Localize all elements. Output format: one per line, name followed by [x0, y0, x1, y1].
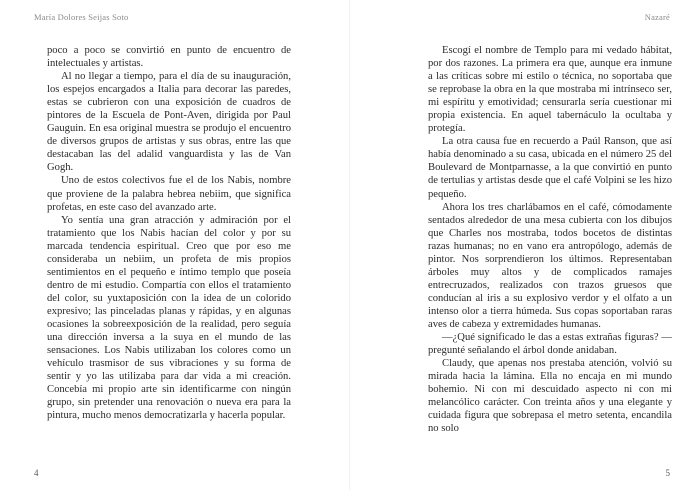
paragraph: Al no llegar a tiempo, para el día de su inauguración, los espejos encargados a Italia para decorar las paredes, estas se cubrieron con una exposición de cuadros de pintores de la Escuela de Pont-Aven, dirigida por Paul Gauguin. En esa original muestra se produjo el encuentro de diversos grupos de artistas y sus obras, entre las que destacaban las del adalid vanguardista y las de Van Gogh.: [47, 71, 291, 174]
paragraph: Ahora los tres charlábamos en el café, cómodamente sentados alrededor de una mesa cubierta con los dibujos que Charles nos mostraba, todos bocetos de distintas razas humanas; no en vano era antropólogo, además de pintor. Nos sorprendieron los últimos. Representaban árboles muy altos y de complicados ramajes entrecruzados, realizados con trazos gruesos que conducían al iris a su explosivo verdor y el olfato a un intenso olor a tierra húmeda. Sus copas soportaban raras aves de cabeza y extremidades humanas.: [428, 201, 672, 330]
paragraph: Uno de estos colectivos fue el de los Nabis, nombre que proviene de la palabra hebrea nebiim, que significa profetas, en este caso del avanzado arte.: [47, 175, 291, 213]
right-page: [350, 0, 700, 490]
right-page-body: [428, 44, 672, 435]
page-number: 4: [34, 468, 39, 478]
paragraph: La otra causa fue en recuerdo a Paúl Ranson, que así había denominado a su casa, ubicada en el número 25 del Boulevard de Montparnasse, a la que convirtió en punto de tertulias y artistas desde que el café Volpini se les hizo pequeño.: [428, 136, 672, 200]
page-number: 5: [665, 468, 670, 478]
author-running-head: María Dolores Seijas Soto: [34, 12, 129, 22]
title-running-head: Nazaré: [644, 12, 670, 22]
paragraph: —¿Qué significado le das a estas extrañas figuras? —pregunté señalando el árbol donde anidaban.: [428, 332, 672, 357]
paragraph: Yo sentía una gran atracción y admiración por el tratamiento que los Nabis hacían del color y por su marcada tendencia espiritual. Creo que por eso me consideraba un nebiim, un profeta de mis propios sentimientos en el pequeño e íntimo templo que poseía dentro de mi estudio. Compartía con ellos el tratamiento del color, su yuxtaposición con la idea de un colorido expresivo; las pinceladas planas y rápidas, y en algunas ocasiones la sobreexposición de la realidad, pero seguía una dirección inversa a la suya en el mundo de las sensaciones. Los Nabis utilizaban los colores como un vehículo trasmisor de sus vibraciones y su forma de sentir y yo las utilizaba para dar vida a mi creación. Concebía mi propio arte sin identificarme con ningún grupo, sin pretender una renovación o nueva era para la pintura, mucho menos democratizarla y hacerla popular.: [47, 214, 291, 422]
paragraph: Escogí el nombre de Templo para mi vedado hábitat, por dos razones. La primera era que, aunque era inmune a las críticas sobre mi estilo o técnica, no soportaba que se reprobase la obra en la que mostraba mi intrínseco ser, mi espíritu y emotividad; censurarla sería cuestionar mi propia existencia. En aquel tabernáculo la ocultaba y protegía.: [428, 45, 672, 135]
left-page-body: [47, 44, 291, 422]
paragraph: poco a poco se convirtió en punto de encuentro de intelectuales y artistas.: [47, 45, 291, 70]
paragraph: Claudy, que apenas nos prestaba atención, volvió su mirada hacia la lámina. Ella no encaja en mi mundo bohemio. Ni con mi descuidado aspecto ni con mi melancólico carácter. Con treinta años y una elegante y cuidada figura que sobrepasa el metro setenta, encandila no solo: [428, 358, 672, 435]
